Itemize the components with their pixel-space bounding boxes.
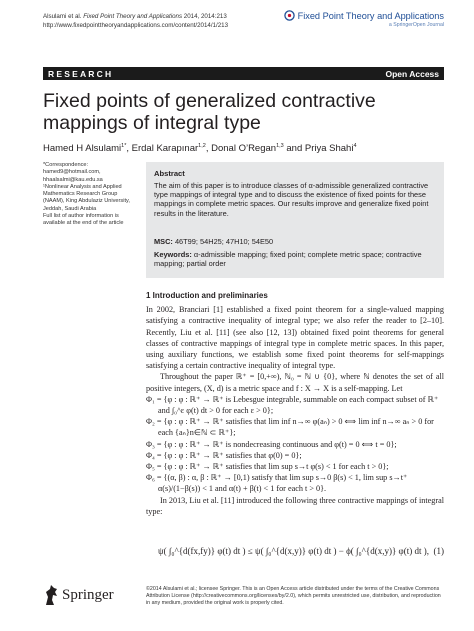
citation-line: Alsulami et al. Fixed Point Theory and Applications 2014, 2014:213 xyxy=(43,13,227,20)
display-equation xyxy=(158,540,444,564)
journal-brand xyxy=(284,10,444,28)
author-name[interactable]: Priya Shahi xyxy=(304,143,354,155)
definition-item: Φ₅ = {φ : φ : ℝ⁺ → ℝ⁺ satisfies that lim sup s→t φ(s) < 1 for each t > 0}; xyxy=(146,462,389,472)
journal-title: Fixed Point Theory and Applications xyxy=(297,11,444,21)
citation-header xyxy=(43,12,228,30)
paragraph: Throughout the paper ℝ⁺ = [0,+∞), ℕ₀ = ℕ ∪ {0}, where ℕ denotes the set of all positive integers, (X, d) is a metric space and f : X → X is a self-mapping. Let xyxy=(146,372,444,393)
springer-horse-icon xyxy=(43,583,61,607)
introduction-section xyxy=(146,290,444,517)
definition-item: Φ₂ = {φ : φ : ℝ⁺ → ℝ⁺ satisfies that lim inf n→∞ φ(aₙ) > 0 ⟺ lim inf n→∞ aₙ > 0 for each {aₙ}n∈ℕ ⊂ ℝ⁺}; xyxy=(146,417,434,438)
equation-number: (1) xyxy=(433,546,444,556)
keywords: Keywords: α-admissible mapping; fixed point; complete metric space; contractive mapping; partial order xyxy=(154,250,422,269)
definition-item: Φ₄ = {φ : φ : ℝ⁺ → ℝ⁺ satisfies that φ(0) = 0}; xyxy=(146,450,302,460)
equation-formula: ψ( ∫₀^{d(fx,fy)} φ(t) dt ) ≤ ψ( ∫₀^{d(x,y)} φ(t) dt ) − ϕ( ∫₀^{d(x,y)} φ(t) dt ), xyxy=(158,546,429,556)
article-title: Fixed points of generalized contractive mappings of integral type xyxy=(43,90,376,134)
correspondence-email[interactable]: hamed9@hotmail.com, xyxy=(43,169,101,176)
definition-item: Φ₆ = {(α, β) : α, β : ℝ⁺ → [0,1) satisfy that lim sup s→0 β(s) < 1, lim sup s→t⁺ α(s)/(1−β(s)) < 1 and α(t) + β(t) < 1 for each t > 0}. xyxy=(146,473,408,494)
abstract-heading: Abstract xyxy=(154,169,185,178)
author-name[interactable]: Erdal Karapınar xyxy=(131,143,199,155)
sidebar-line: ¹Nonlinear Analysis and Applied xyxy=(43,183,122,190)
definition-item: Φ₁ = {φ : φ : ℝ⁺ → ℝ⁺ is Lebesgue integrable, summable on each compact subset of ℝ⁺ and ∫₀^ε φ(t) dt > 0 for each ε > 0}; xyxy=(146,394,439,416)
journal-logo-icon xyxy=(284,10,295,21)
section-title: 1 Introduction and preliminaries xyxy=(146,291,268,300)
author-name[interactable]: Hamed H Alsulami xyxy=(43,143,122,155)
journal-subtitle: a SpringerOpen Journal xyxy=(388,22,444,28)
journal-title-line xyxy=(284,10,444,21)
sidebar-line: available at the end of the article xyxy=(43,220,124,227)
sidebar-line: *Correspondence: xyxy=(43,162,89,168)
correspondence-email[interactable]: hhaalsalmi@kau.edu.sa xyxy=(43,176,103,183)
research-label: RESEARCH xyxy=(48,68,114,79)
author-name[interactable]: Donal O’Regan xyxy=(211,143,277,155)
abstract-box xyxy=(146,162,444,278)
sidebar-line: Full list of author information is xyxy=(43,213,119,220)
paragraph: In 2002, Branciari [1] established a fixed point theorem for a single-valued mapping satisfying a contractive inequality of integral type; we also refer the reader to [2–10]. Recently, Liu et al. [11] (see also [12, 13]) obtained fixed point theorems for general classes of contractive mappings of integral type in complete metric spaces. In this paper, using auxiliary functions, we establish some fixed point theorems for self-mappings satisfying a certain contractive inequality of integral type. xyxy=(146,305,444,371)
sidebar-line: Jeddah, Saudi Arabia xyxy=(43,205,97,212)
abstract-text: The aim of this paper is to introduce classes of α-admissible generalized contractive type mappings of integral type and to discuss the existence of fixed points for these mappings in complete metric spaces. Our results improve and generalize fixed point results in the literature. xyxy=(154,181,429,218)
open-access-label: Open Access xyxy=(385,68,439,79)
license-footer: ©2014 Alsulami et al.; licensee Springer. This is an Open Access article distributed under the terms of the Creative Commons Attribution License (http://creativecommons.org/licenses/by/2.0), which permits unrestricted use, distribution, and reproduction in any medium, provided the original work is properly cited. xyxy=(146,586,441,606)
sidebar-line: Mathematics Research Group xyxy=(43,191,118,198)
definition-list xyxy=(146,394,444,495)
author-list: Hamed H Alsulami$^{1*}$, Erdal Karapınar$^{1,2}$, Donal O’Regan$^{1,3}$ and Priya Shahi$^4$ xyxy=(43,143,357,155)
msc-codes: MSC: 46T99; 54H25; 47H10; 54E50 xyxy=(154,237,274,246)
article-url[interactable]: http://www.fixedpointtheoryandapplications.com/content/2014/1/213 xyxy=(43,22,229,29)
citation-journal: Fixed Point Theory and Applications xyxy=(83,13,183,20)
sidebar-line: (NAAM), King Abdulaziz University, xyxy=(43,198,130,205)
definition-item: Φ₃ = {φ : φ : ℝ⁺ → ℝ⁺ is nondecreasing continuous and φ(t) = 0 ⟺ t = 0}; xyxy=(146,439,397,449)
paragraph: In 2013, Liu et al. [11] introduced the following three contractive mappings of integral type: xyxy=(146,495,444,516)
springer-logo xyxy=(43,583,135,609)
springer-wordmark: Springer xyxy=(62,587,114,603)
correspondence-sidebar xyxy=(43,162,135,228)
article-type-band xyxy=(43,67,444,80)
